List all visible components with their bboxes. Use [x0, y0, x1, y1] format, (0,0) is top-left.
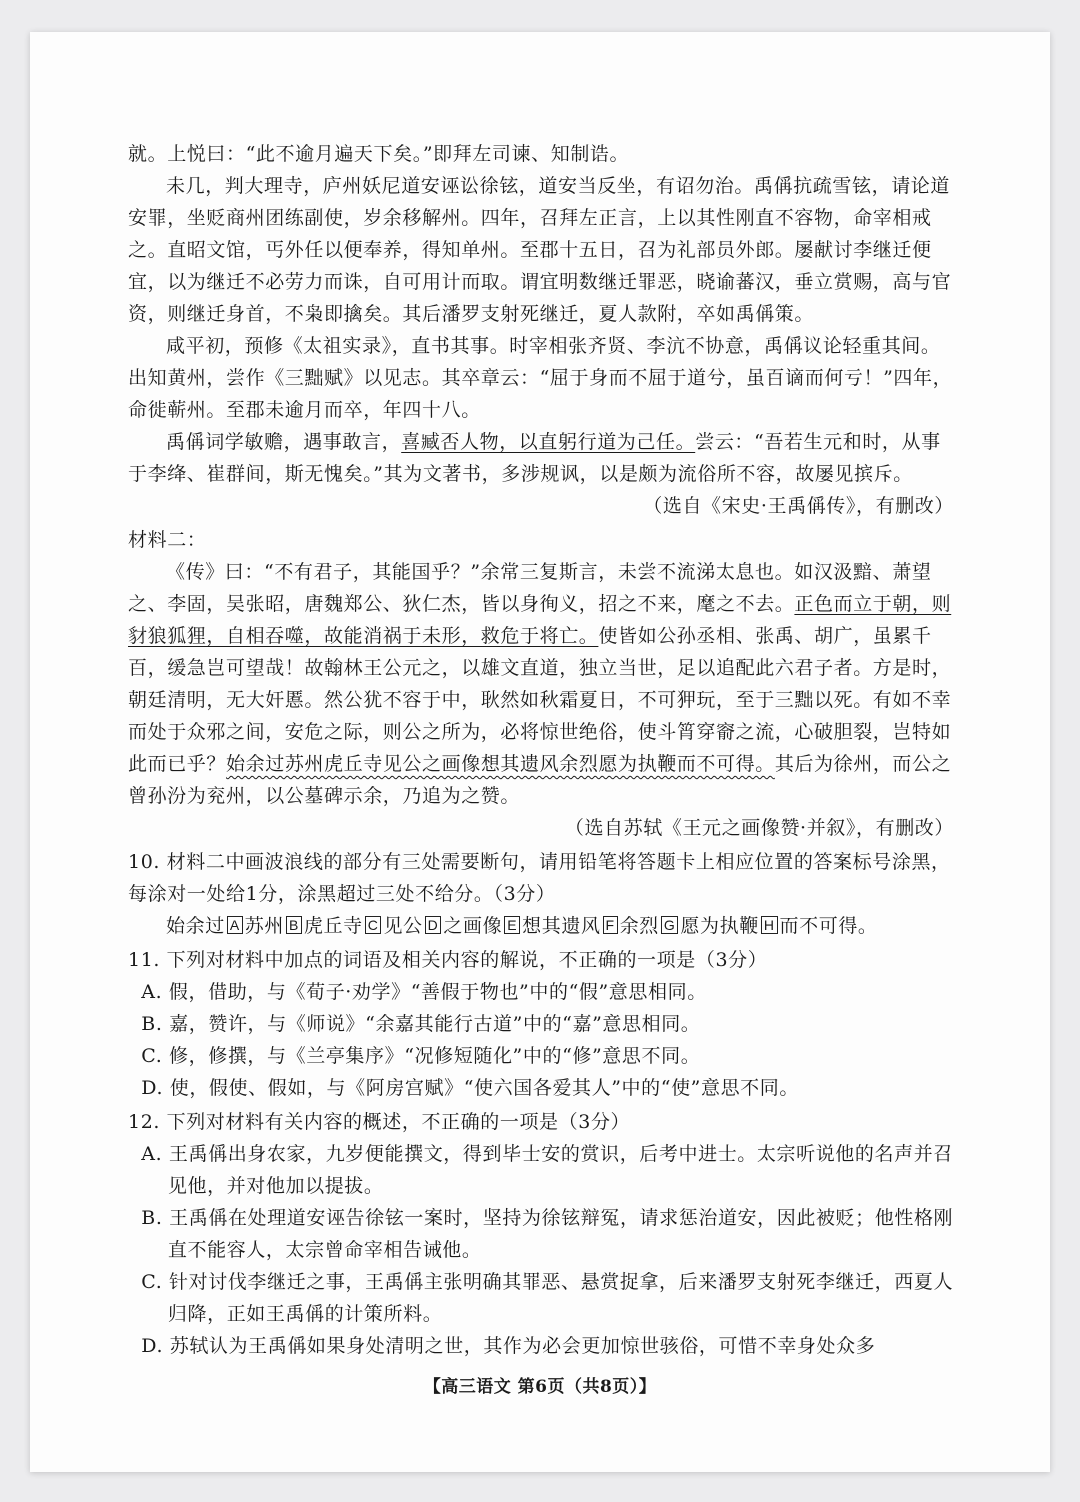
question-12-option-b[interactable]: B. 王禹偁在处理道安诬告徐铉一案时，坚持为徐铉辩冤，请求惩治道安，因此被贬；他性格刚直不能容人，太宗曾命宰相告诫他。	[141, 1207, 954, 1261]
material1-paragraph	[128, 426, 954, 490]
break-label[interactable]: E	[504, 916, 520, 934]
question-12-stem: 12. 下列对材料有关内容的概述，不正确的一项是（3分）	[128, 1111, 631, 1133]
question-11-option-c[interactable]: C. 修，修撰，与《兰亭集序》“况修短随化”中的“修”意思不同。	[141, 1045, 701, 1067]
text-run: 禹偁词学敏赡，遇事敢言，	[166, 431, 402, 453]
break-label[interactable]: H	[761, 916, 778, 934]
underlined-sentence: 正色而立于朝，则豺狼狐狸，自相吞噬，故能消祸于未形，救危于将亡。	[128, 593, 952, 647]
material2-source: （选自苏轼《王元之画像赞·并叙》，有删改）	[564, 817, 954, 839]
break-label[interactable]: D	[425, 916, 442, 934]
exam-page	[30, 32, 1050, 1472]
text-run: 其后为徐州，而公之曾孙汾为兖州，以公墓碑示余，乃追为之赞。	[128, 753, 952, 807]
question-10-sentence	[166, 910, 954, 942]
segment: 虎丘寺	[303, 915, 363, 937]
question-11-option-d[interactable]: D. 使，假使、假如，与《阿房宫赋》“使六国各爱其人”中的“使”意思不同。	[141, 1077, 799, 1099]
segment: 见公	[383, 915, 423, 937]
material1-source: （选自《宋史·王禹偁传》，有删改）	[643, 495, 954, 517]
question-12-option-c[interactable]: C. 针对讨伐李继迁之事，王禹偁主张明确其罪恶、悬赏捉拿，后来潘罗支射死李继迁，西夏人归降，正如王禹偁的计策所料。	[141, 1271, 954, 1325]
break-label[interactable]: A	[227, 916, 243, 934]
segment: 而不可得。	[779, 915, 878, 937]
segment: 始余过	[166, 915, 225, 937]
break-label[interactable]: C	[365, 916, 382, 934]
question-12-option-d[interactable]: D. 苏轼认为王禹偁如果身处清明之世，其作为必会更加惊世骇俗，可惜不幸身处众多	[141, 1335, 876, 1357]
break-label[interactable]: B	[286, 916, 302, 934]
segment: 愿为执鞭	[680, 915, 759, 937]
underlined-sentence: 喜臧否人物，以直躬行道为己任。	[401, 431, 696, 453]
question-11-option-b[interactable]: B. 嘉，赞许，与《师说》“余嘉其能行古道”中的“嘉”意思相同。	[141, 1013, 701, 1035]
material2-paragraph	[128, 556, 954, 812]
segment: 之画像	[443, 915, 503, 937]
material2-heading: 材料二：	[128, 529, 207, 551]
wavy-underlined-sentence: 始余过苏州虎丘寺见公之画像想其遗风余烈愿为执鞭而不可得。	[226, 753, 775, 775]
break-label[interactable]: F	[603, 916, 618, 934]
text-run: 《传》曰：“不有君子，其能国乎？”余常三复斯言，未尝不流涕太息也。如汉汲黯、萧望之、李固，吴张昭，唐魏郑公、狄仁杰，皆以身徇义，招之不来，麾之不去。	[128, 561, 932, 615]
segment: 余烈	[619, 915, 659, 937]
question-10-stem: 10. 材料二中画波浪线的部分有三处需要断句，请用铅笔将答题卡上相应位置的答案标号涂黑，每涂对一处给1分，涂黑超过三处不给分。（3分）	[128, 851, 951, 905]
segment: 苏州	[244, 915, 284, 937]
text-run: 使皆如公孙丞相、张禹、胡广，虽累千百，缓急岂可望哉！故翰林王公元之，以雄文直道，独立当世，足以追配此六君子者。方是时，朝廷清明，无大奸慝。然公犹不容于中，耿然如秋霜夏日，不可狎玩，至于三黜以死。有如不幸而处于众邪之间，安危之际，则公之所为，必将惊世绝俗，使斗筲穿窬之流，心破胆裂，岂特如此而已乎？	[128, 625, 952, 775]
material1-paragraph: 未几，判大理寺，庐州妖尼道安诬讼徐铉，道安当反坐，有诏勿治。禹偁抗疏雪铉，请论道安罪，坐贬商州团练副使，岁余移解州。四年，召拜左正言，上以其性刚直不容物，命宰相戒之。直昭文馆，丐外任以便奉养，得知单州。至郡十五日，召为礼部员外郎。屡献讨李继迁便宜，以为继迁不必劳力而诛，自可用计而取。谓宜明数继迁罪恶，晓谕蕃汉，垂立赏赐，高与官资，则继迁身首，不枭即擒矣。其后潘罗支射死继迁，夏人款附，卒如禹偁策。	[128, 175, 952, 325]
page-footer: 【高三语文 第6页（共8页）】	[423, 1377, 657, 1397]
question-12-option-a[interactable]: A. 王禹偁出身农家，九岁便能撰文，得到毕士安的赏识，后考中进士。太宗听说他的名声并召见他，并对他加以提拔。	[141, 1143, 953, 1197]
break-label[interactable]: G	[661, 916, 679, 934]
material1-paragraph: 咸平初，预修《太祖实录》，直书其事。时宰相张齐贤、李沆不协意，禹偁议论轻重其间。出知黄州，尝作《三黜赋》以见志。其卒章云：“屈于身而不屈于道兮，虽百谪而何亏！”四年，命徙蕲州。至郡未逾月而卒，年四十八。	[128, 335, 953, 421]
material1-paragraph: 就。上悦曰：“此不逾月遍天下矣。”即拜左司谏、知制诰。	[128, 143, 630, 165]
question-11-option-a[interactable]: A. 假，借助，与《荀子·劝学》“善假于物也”中的“假”意思相同。	[141, 981, 707, 1003]
question-11-stem: 11. 下列对材料中加点的词语及相关内容的解说，不正确的一项是（3分）	[128, 949, 768, 971]
text-run: 尝云：“吾若生元和时，从事于李绛、崔群间，斯无愧矣。”其为文著书，多涉规讽，以是颇为流俗所不容，故屡见摈斥。	[128, 431, 941, 485]
segment: 想其遗风	[522, 915, 601, 937]
page-content	[128, 138, 954, 1362]
